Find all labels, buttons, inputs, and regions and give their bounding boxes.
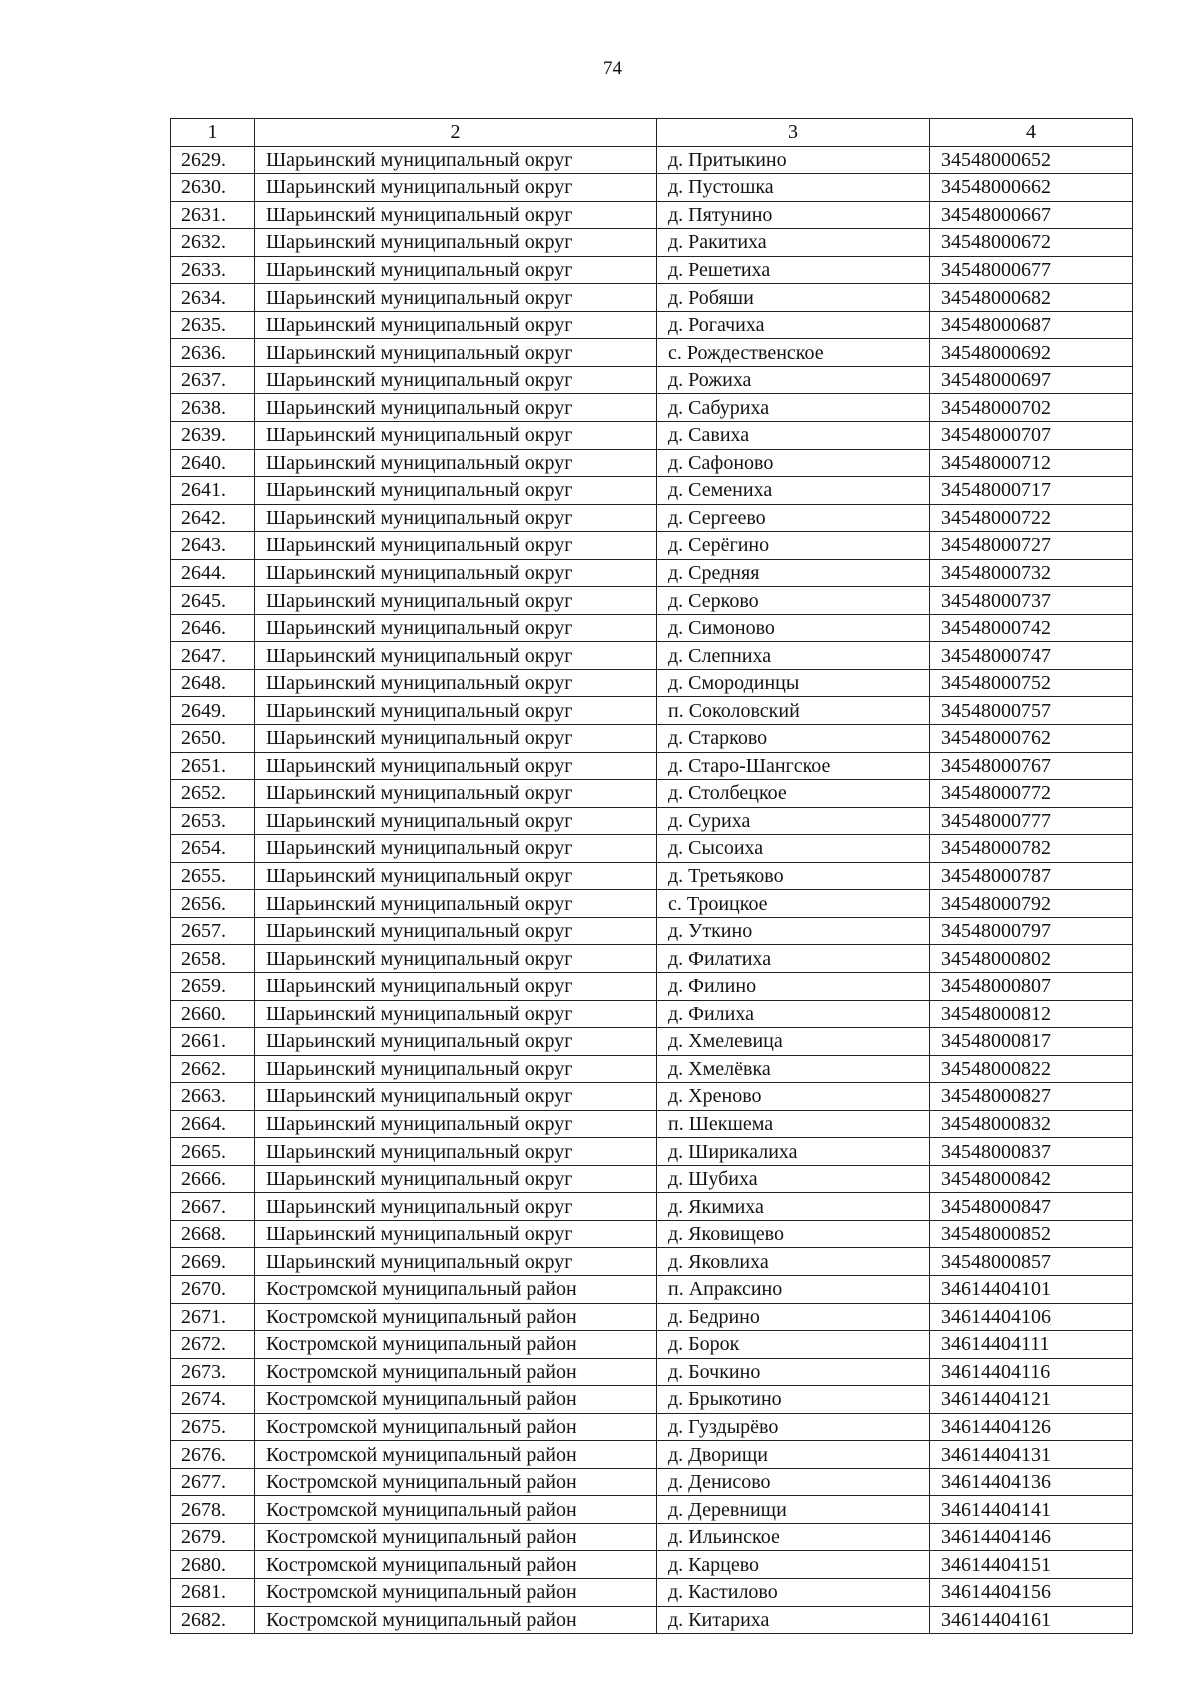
table-row — [171, 835, 1133, 863]
settlement-name: д. Яковищево — [657, 1220, 930, 1248]
municipality-name: Костромской муниципальный район — [255, 1606, 657, 1634]
settlement-name: д. Средняя — [657, 559, 930, 587]
table-row — [171, 1606, 1133, 1634]
municipality-name: Шарьинский муниципальный округ — [255, 1000, 657, 1028]
oktmo-code: 34548000852 — [930, 1220, 1133, 1248]
row-number: 2633. — [171, 256, 255, 284]
table-row — [171, 945, 1133, 973]
oktmo-code: 34614404121 — [930, 1386, 1133, 1414]
settlement-name: д. Шубиха — [657, 1165, 930, 1193]
oktmo-code: 34614404116 — [930, 1358, 1133, 1386]
settlement-name: п. Шекшема — [657, 1110, 930, 1138]
row-number: 2631. — [171, 201, 255, 229]
row-number: 2663. — [171, 1083, 255, 1111]
table-row — [171, 1303, 1133, 1331]
table-row — [171, 559, 1133, 587]
table-row — [171, 201, 1133, 229]
settlement-name: д. Уткино — [657, 917, 930, 945]
settlement-name: д. Третьяково — [657, 862, 930, 890]
settlement-name: д. Якимиха — [657, 1193, 930, 1221]
oktmo-code: 34548000707 — [930, 422, 1133, 450]
municipality-name: Костромской муниципальный район — [255, 1551, 657, 1579]
settlement-name: д. Ильинское — [657, 1523, 930, 1551]
oktmo-code: 34614404146 — [930, 1523, 1133, 1551]
settlement-name: д. Семениха — [657, 477, 930, 505]
table-row — [171, 1441, 1133, 1469]
table-row — [171, 1220, 1133, 1248]
oktmo-code: 34614404161 — [930, 1606, 1133, 1634]
oktmo-code: 34548000652 — [930, 146, 1133, 174]
header-row — [171, 119, 1133, 147]
municipality-name: Костромской муниципальный район — [255, 1275, 657, 1303]
oktmo-code: 34548000842 — [930, 1165, 1133, 1193]
municipality-name: Шарьинский муниципальный округ — [255, 917, 657, 945]
table-row — [171, 587, 1133, 615]
table-row — [171, 1110, 1133, 1138]
municipality-name: Шарьинский муниципальный округ — [255, 449, 657, 477]
row-number: 2671. — [171, 1303, 255, 1331]
oktmo-code: 34548000692 — [930, 339, 1133, 367]
municipality-name: Шарьинский муниципальный округ — [255, 587, 657, 615]
oktmo-code: 34548000747 — [930, 642, 1133, 670]
row-number: 2674. — [171, 1386, 255, 1414]
oktmo-code: 34548000847 — [930, 1193, 1133, 1221]
settlement-name: д. Сафоново — [657, 449, 930, 477]
oktmo-code: 34548000827 — [930, 1083, 1133, 1111]
oktmo-code: 34548000682 — [930, 284, 1133, 312]
settlement-name: д. Пятунино — [657, 201, 930, 229]
settlement-name: д. Брыкотино — [657, 1386, 930, 1414]
municipality-name: Шарьинский муниципальный округ — [255, 642, 657, 670]
municipality-name: Шарьинский муниципальный округ — [255, 697, 657, 725]
municipality-name: Шарьинский муниципальный округ — [255, 174, 657, 202]
table-row — [171, 1358, 1133, 1386]
municipality-name: Шарьинский муниципальный округ — [255, 339, 657, 367]
settlement-name: п. Апраксино — [657, 1275, 930, 1303]
settlement-name: с. Троицкое — [657, 890, 930, 918]
settlement-name: д. Ракитиха — [657, 229, 930, 257]
oktmo-code: 34548000702 — [930, 394, 1133, 422]
row-number: 2654. — [171, 835, 255, 863]
oktmo-code: 34548000722 — [930, 504, 1133, 532]
municipality-name: Шарьинский муниципальный округ — [255, 1055, 657, 1083]
municipality-name: Шарьинский муниципальный округ — [255, 1220, 657, 1248]
column-header-settlement: 3 — [657, 119, 930, 147]
municipality-name: Шарьинский муниципальный округ — [255, 614, 657, 642]
settlement-name: д. Сабуриха — [657, 394, 930, 422]
row-number: 2642. — [171, 504, 255, 532]
table-row — [171, 504, 1133, 532]
table-row — [171, 1578, 1133, 1606]
row-number: 2638. — [171, 394, 255, 422]
settlement-name: д. Решетиха — [657, 256, 930, 284]
row-number: 2648. — [171, 669, 255, 697]
table-row — [171, 1248, 1133, 1276]
municipality-name: Костромской муниципальный район — [255, 1413, 657, 1441]
row-number: 2670. — [171, 1275, 255, 1303]
table-row — [171, 972, 1133, 1000]
table-row — [171, 532, 1133, 560]
municipality-name: Костромской муниципальный район — [255, 1331, 657, 1359]
row-number: 2681. — [171, 1578, 255, 1606]
settlement-name: д. Савиха — [657, 422, 930, 450]
row-number: 2650. — [171, 725, 255, 753]
municipality-name: Шарьинский муниципальный округ — [255, 366, 657, 394]
row-number: 2668. — [171, 1220, 255, 1248]
row-number: 2682. — [171, 1606, 255, 1634]
table-row — [171, 284, 1133, 312]
settlement-name: д. Суриха — [657, 807, 930, 835]
row-number: 2637. — [171, 366, 255, 394]
settlement-name: д. Карцево — [657, 1551, 930, 1579]
municipality-name: Костромской муниципальный район — [255, 1496, 657, 1524]
row-number: 2643. — [171, 532, 255, 560]
settlement-name: д. Сергеево — [657, 504, 930, 532]
municipality-name: Костромской муниципальный район — [255, 1441, 657, 1469]
municipality-name: Шарьинский муниципальный округ — [255, 284, 657, 312]
oktmo-code: 34548000727 — [930, 532, 1133, 560]
oktmo-code: 34548000737 — [930, 587, 1133, 615]
settlement-name: д. Серёгино — [657, 532, 930, 560]
municipality-name: Шарьинский муниципальный округ — [255, 725, 657, 753]
oktmo-code: 34548000857 — [930, 1248, 1133, 1276]
oktmo-code: 34548000777 — [930, 807, 1133, 835]
table-row — [171, 917, 1133, 945]
settlement-name: д. Ширикалиха — [657, 1138, 930, 1166]
table-row — [171, 1523, 1133, 1551]
oktmo-code: 34548000732 — [930, 559, 1133, 587]
oktmo-code: 34548000662 — [930, 174, 1133, 202]
table-body — [171, 146, 1133, 1634]
table-row — [171, 1275, 1133, 1303]
table-row — [171, 339, 1133, 367]
row-number: 2667. — [171, 1193, 255, 1221]
municipality-name: Костромской муниципальный район — [255, 1303, 657, 1331]
row-number: 2679. — [171, 1523, 255, 1551]
row-number: 2658. — [171, 945, 255, 973]
row-number: 2639. — [171, 422, 255, 450]
municipality-name: Шарьинский муниципальный округ — [255, 311, 657, 339]
settlement-name: д. Бедрино — [657, 1303, 930, 1331]
table-row — [171, 1551, 1133, 1579]
settlement-name: д. Деревнищи — [657, 1496, 930, 1524]
oktmo-code: 34548000757 — [930, 697, 1133, 725]
settlement-name: д. Дворищи — [657, 1441, 930, 1469]
municipality-name: Шарьинский муниципальный округ — [255, 1193, 657, 1221]
settlement-name: д. Слепниха — [657, 642, 930, 670]
oktmo-code: 34548000712 — [930, 449, 1133, 477]
row-number: 2632. — [171, 229, 255, 257]
oktmo-code: 34614404141 — [930, 1496, 1133, 1524]
table-row — [171, 669, 1133, 697]
row-number: 2634. — [171, 284, 255, 312]
oktmo-code: 34548000837 — [930, 1138, 1133, 1166]
row-number: 2651. — [171, 752, 255, 780]
municipality-name: Шарьинский муниципальный округ — [255, 1083, 657, 1111]
table-row — [171, 697, 1133, 725]
row-number: 2647. — [171, 642, 255, 670]
row-number: 2644. — [171, 559, 255, 587]
settlement-name: д. Рожиха — [657, 366, 930, 394]
table-row — [171, 1138, 1133, 1166]
oktmo-code: 34548000687 — [930, 311, 1133, 339]
municipality-name: Шарьинский муниципальный округ — [255, 146, 657, 174]
registry-table — [170, 118, 1133, 1634]
row-number: 2657. — [171, 917, 255, 945]
row-number: 2661. — [171, 1028, 255, 1056]
municipality-name: Шарьинский муниципальный округ — [255, 422, 657, 450]
oktmo-code: 34548000812 — [930, 1000, 1133, 1028]
municipality-name: Костромской муниципальный район — [255, 1386, 657, 1414]
settlement-name: д. Хмелевица — [657, 1028, 930, 1056]
row-number: 2635. — [171, 311, 255, 339]
settlement-name: д. Хмелёвка — [657, 1055, 930, 1083]
oktmo-code: 34548000677 — [930, 256, 1133, 284]
municipality-name: Шарьинский муниципальный округ — [255, 1165, 657, 1193]
settlement-name: д. Борок — [657, 1331, 930, 1359]
oktmo-code: 34614404106 — [930, 1303, 1133, 1331]
municipality-name: Шарьинский муниципальный округ — [255, 229, 657, 257]
row-number: 2636. — [171, 339, 255, 367]
table-row — [171, 174, 1133, 202]
table-row — [171, 1028, 1133, 1056]
table-row — [171, 1331, 1133, 1359]
table-row — [171, 642, 1133, 670]
row-number: 2680. — [171, 1551, 255, 1579]
table-row — [171, 752, 1133, 780]
row-number: 2669. — [171, 1248, 255, 1276]
oktmo-code: 34548000697 — [930, 366, 1133, 394]
settlement-name: д. Гуздырёво — [657, 1413, 930, 1441]
municipality-name: Шарьинский муниципальный округ — [255, 1028, 657, 1056]
page-number: 74 — [603, 58, 622, 79]
table-row — [171, 807, 1133, 835]
table-row — [171, 146, 1133, 174]
row-number: 2640. — [171, 449, 255, 477]
municipality-name: Шарьинский муниципальный округ — [255, 669, 657, 697]
row-number: 2630. — [171, 174, 255, 202]
oktmo-code: 34548000802 — [930, 945, 1133, 973]
row-number: 2649. — [171, 697, 255, 725]
municipality-name: Шарьинский муниципальный округ — [255, 504, 657, 532]
row-number: 2678. — [171, 1496, 255, 1524]
municipality-name: Шарьинский муниципальный округ — [255, 835, 657, 863]
row-number: 2665. — [171, 1138, 255, 1166]
row-number: 2676. — [171, 1441, 255, 1469]
municipality-name: Шарьинский муниципальный округ — [255, 945, 657, 973]
settlement-name: д. Кастилово — [657, 1578, 930, 1606]
settlement-name: д. Хреново — [657, 1083, 930, 1111]
settlement-name: д. Старково — [657, 725, 930, 753]
settlement-name: д. Сысоиха — [657, 835, 930, 863]
settlement-name: д. Симоново — [657, 614, 930, 642]
settlement-name: д. Робяши — [657, 284, 930, 312]
oktmo-code: 34548000742 — [930, 614, 1133, 642]
municipality-name: Шарьинский муниципальный округ — [255, 559, 657, 587]
row-number: 2645. — [171, 587, 255, 615]
table-row — [171, 1000, 1133, 1028]
oktmo-code: 34548000752 — [930, 669, 1133, 697]
settlement-name: д. Притыкино — [657, 146, 930, 174]
row-number: 2653. — [171, 807, 255, 835]
row-number: 2652. — [171, 780, 255, 808]
municipality-name: Шарьинский муниципальный округ — [255, 972, 657, 1000]
column-header-municipality: 2 — [255, 119, 657, 147]
municipality-name: Шарьинский муниципальный округ — [255, 780, 657, 808]
municipality-name: Шарьинский муниципальный округ — [255, 201, 657, 229]
settlement-name: д. Серково — [657, 587, 930, 615]
oktmo-code: 34614404131 — [930, 1441, 1133, 1469]
municipality-name: Костромской муниципальный район — [255, 1468, 657, 1496]
table-row — [171, 477, 1133, 505]
column-header-number: 1 — [171, 119, 255, 147]
row-number: 2672. — [171, 1331, 255, 1359]
table-row — [171, 780, 1133, 808]
municipality-name: Шарьинский муниципальный округ — [255, 1110, 657, 1138]
oktmo-code: 34548000762 — [930, 725, 1133, 753]
row-number: 2646. — [171, 614, 255, 642]
row-number: 2666. — [171, 1165, 255, 1193]
oktmo-code: 34614404151 — [930, 1551, 1133, 1579]
table-row — [171, 229, 1133, 257]
settlement-name: с. Рождественское — [657, 339, 930, 367]
table-row — [171, 422, 1133, 450]
settlement-name: д. Столбецкое — [657, 780, 930, 808]
settlement-name: д. Старо-Шангское — [657, 752, 930, 780]
oktmo-code: 34614404136 — [930, 1468, 1133, 1496]
municipality-name: Шарьинский муниципальный округ — [255, 890, 657, 918]
oktmo-code: 34548000767 — [930, 752, 1133, 780]
settlement-name: д. Филино — [657, 972, 930, 1000]
municipality-name: Костромской муниципальный район — [255, 1578, 657, 1606]
row-number: 2675. — [171, 1413, 255, 1441]
row-number: 2662. — [171, 1055, 255, 1083]
table-row — [171, 366, 1133, 394]
oktmo-code: 34548000817 — [930, 1028, 1133, 1056]
row-number: 2660. — [171, 1000, 255, 1028]
table-row — [171, 1055, 1133, 1083]
oktmo-code: 34548000797 — [930, 917, 1133, 945]
oktmo-code: 34548000717 — [930, 477, 1133, 505]
settlement-name: д. Смородинцы — [657, 669, 930, 697]
municipality-name: Шарьинский муниципальный округ — [255, 256, 657, 284]
settlement-name: д. Китариха — [657, 1606, 930, 1634]
municipality-name: Шарьинский муниципальный округ — [255, 1248, 657, 1276]
column-header-code: 4 — [930, 119, 1133, 147]
table-row — [171, 725, 1133, 753]
oktmo-code: 34548000787 — [930, 862, 1133, 890]
oktmo-code: 34614404126 — [930, 1413, 1133, 1441]
oktmo-code: 34548000782 — [930, 835, 1133, 863]
oktmo-code: 34614404156 — [930, 1578, 1133, 1606]
settlement-name: д. Рогачиха — [657, 311, 930, 339]
settlement-name: п. Соколовский — [657, 697, 930, 725]
settlement-name: д. Денисово — [657, 1468, 930, 1496]
oktmo-code: 34614404111 — [930, 1331, 1133, 1359]
table-row — [171, 862, 1133, 890]
settlement-name: д. Филиха — [657, 1000, 930, 1028]
table-row — [171, 1386, 1133, 1414]
oktmo-code: 34548000672 — [930, 229, 1133, 257]
table-row — [171, 890, 1133, 918]
municipality-name: Костромской муниципальный район — [255, 1523, 657, 1551]
table-row — [171, 311, 1133, 339]
row-number: 2677. — [171, 1468, 255, 1496]
table-row — [171, 449, 1133, 477]
municipality-name: Шарьинский муниципальный округ — [255, 862, 657, 890]
row-number: 2641. — [171, 477, 255, 505]
municipality-name: Костромской муниципальный район — [255, 1358, 657, 1386]
table-row — [171, 1413, 1133, 1441]
table-row — [171, 1496, 1133, 1524]
row-number: 2659. — [171, 972, 255, 1000]
oktmo-code: 34548000772 — [930, 780, 1133, 808]
municipality-name: Шарьинский муниципальный округ — [255, 477, 657, 505]
row-number: 2664. — [171, 1110, 255, 1138]
row-number: 2629. — [171, 146, 255, 174]
table-row — [171, 256, 1133, 284]
oktmo-code: 34548000832 — [930, 1110, 1133, 1138]
row-number: 2673. — [171, 1358, 255, 1386]
table-row — [171, 1165, 1133, 1193]
table-row — [171, 394, 1133, 422]
table-row — [171, 1468, 1133, 1496]
oktmo-code: 34548000807 — [930, 972, 1133, 1000]
settlement-name: д. Филатиха — [657, 945, 930, 973]
oktmo-code: 34548000822 — [930, 1055, 1133, 1083]
municipality-name: Шарьинский муниципальный округ — [255, 807, 657, 835]
table-header — [171, 119, 1133, 147]
oktmo-code: 34548000792 — [930, 890, 1133, 918]
table-row — [171, 1083, 1133, 1111]
municipality-name: Шарьинский муниципальный округ — [255, 394, 657, 422]
row-number: 2656. — [171, 890, 255, 918]
settlement-name: д. Пустошка — [657, 174, 930, 202]
settlement-name: д. Бочкино — [657, 1358, 930, 1386]
municipality-name: Шарьинский муниципальный округ — [255, 532, 657, 560]
oktmo-code: 34614404101 — [930, 1275, 1133, 1303]
municipality-name: Шарьинский муниципальный округ — [255, 752, 657, 780]
settlement-name: д. Яковлиха — [657, 1248, 930, 1276]
municipality-name: Шарьинский муниципальный округ — [255, 1138, 657, 1166]
oktmo-code: 34548000667 — [930, 201, 1133, 229]
row-number: 2655. — [171, 862, 255, 890]
table-row — [171, 1193, 1133, 1221]
table-row — [171, 614, 1133, 642]
